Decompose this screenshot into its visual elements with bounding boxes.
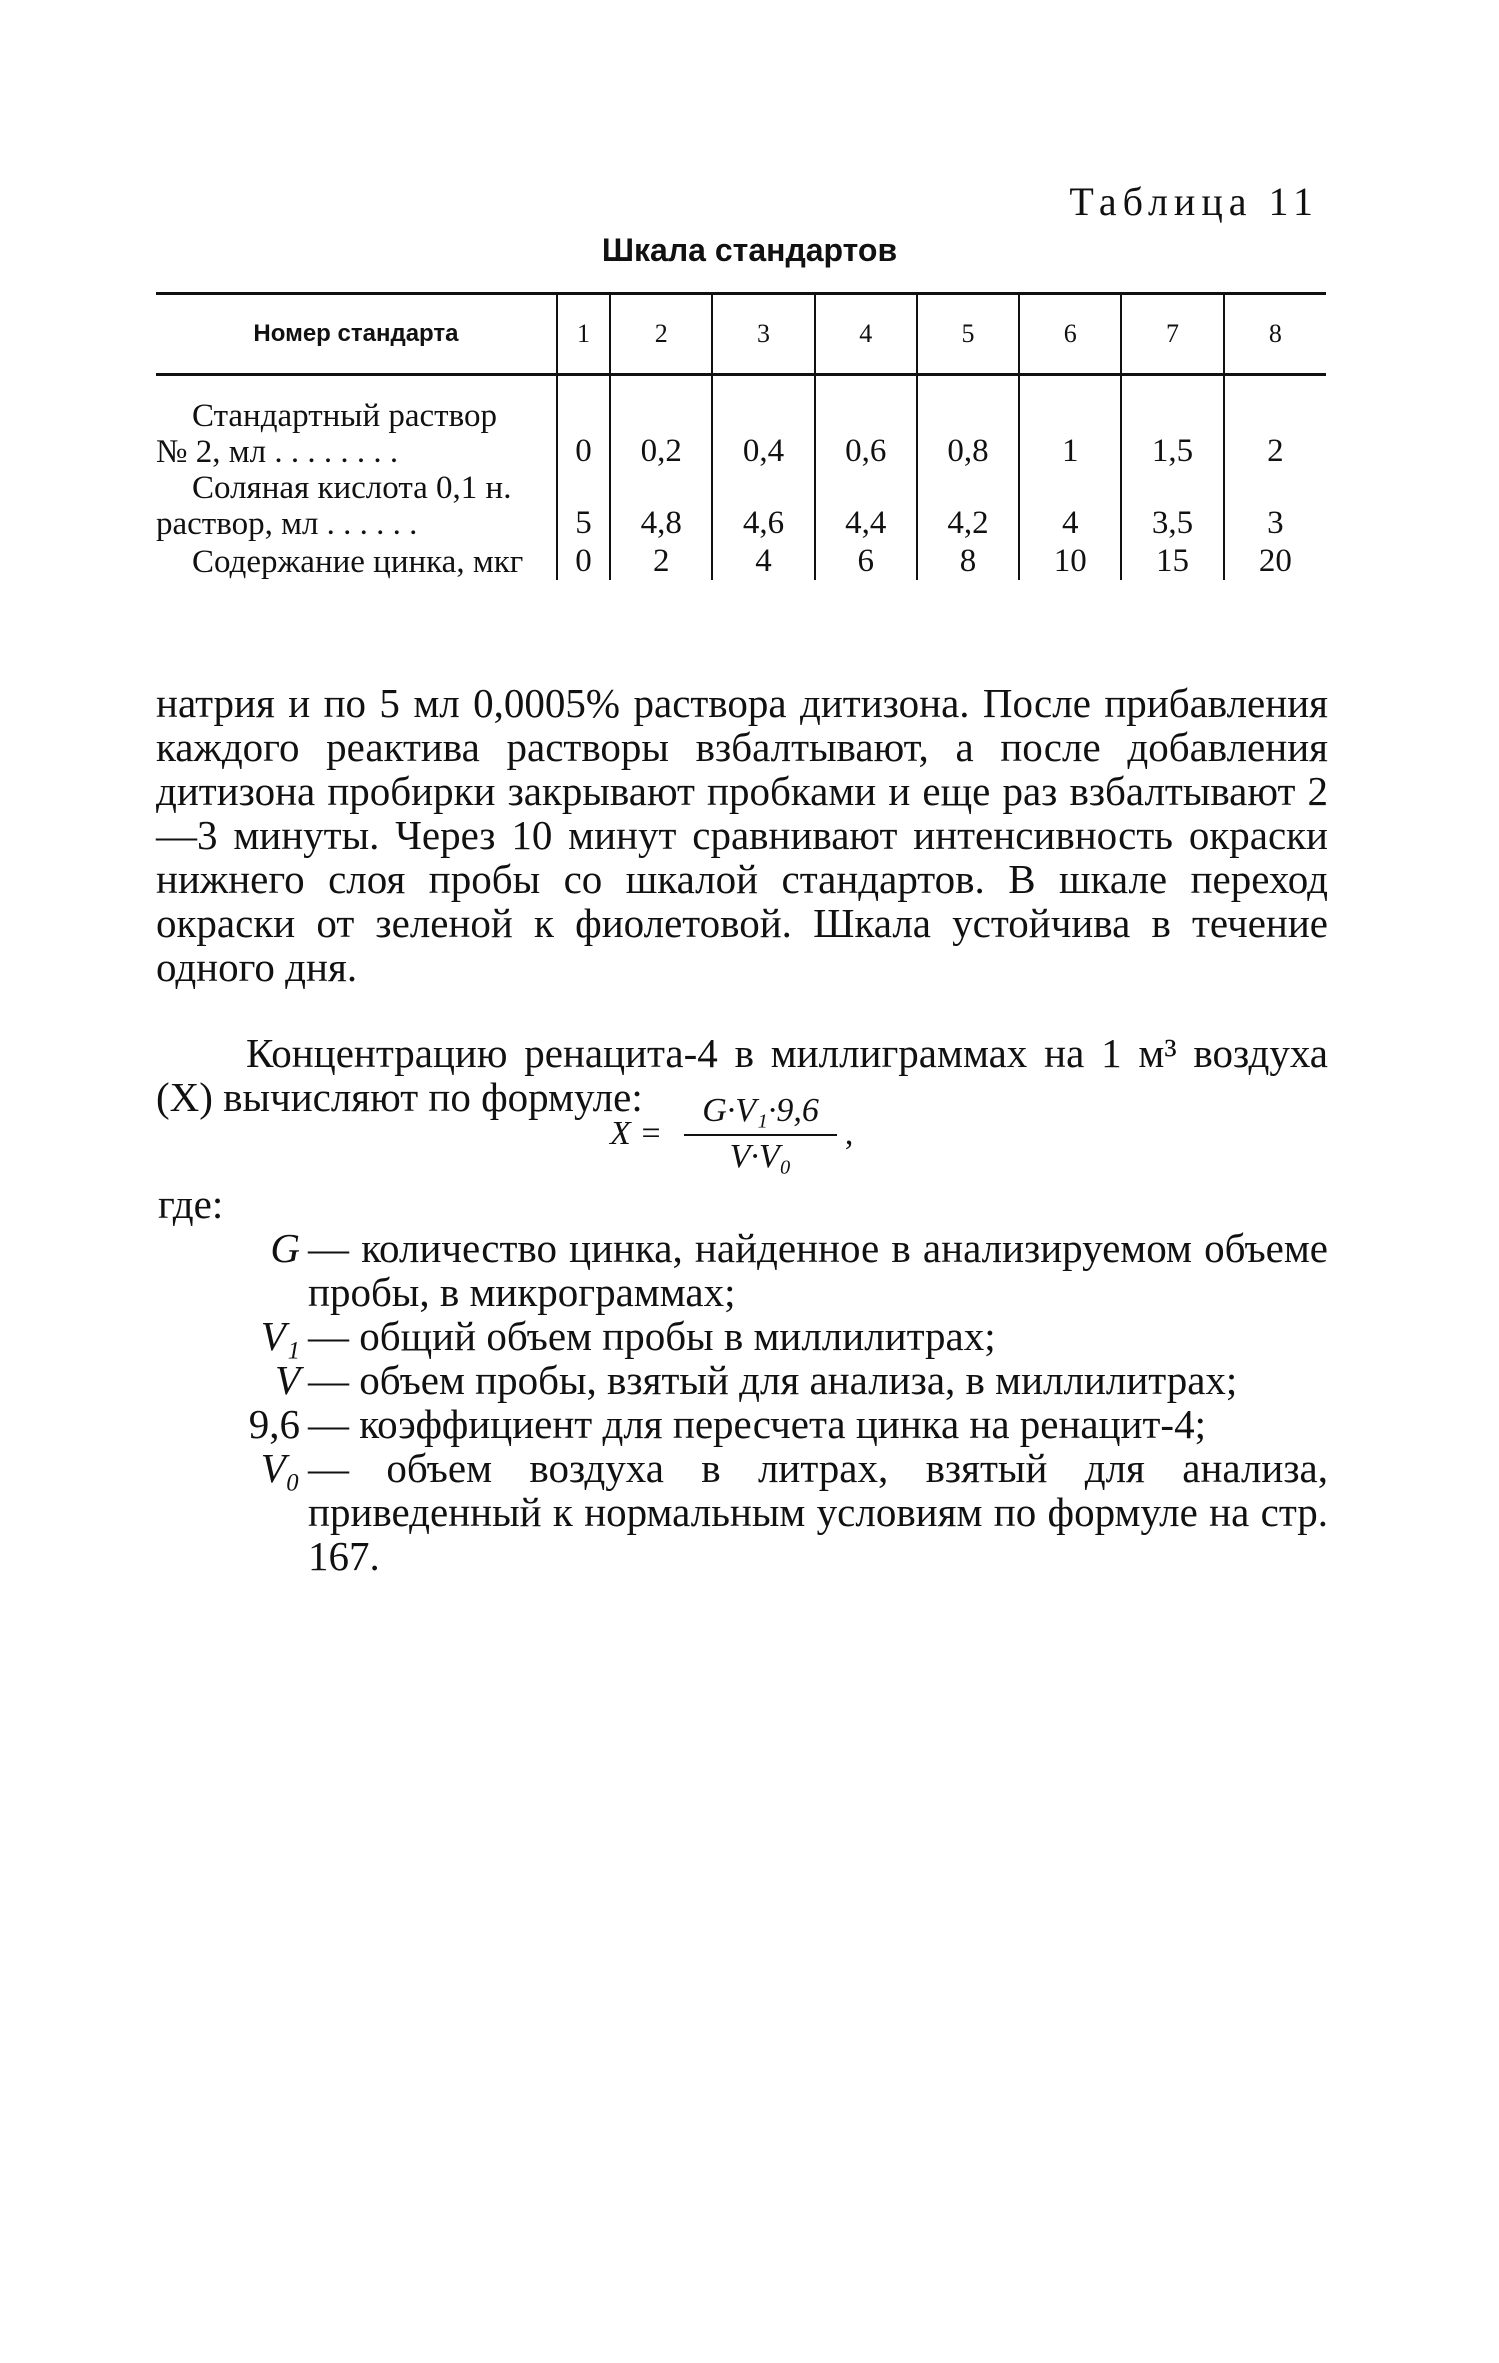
where-label: где: xyxy=(158,1181,224,1227)
row-label-line1: Стандартный раствор xyxy=(192,398,497,434)
table-cell: 0,8 xyxy=(917,398,1019,470)
column-header: 5 xyxy=(917,294,1019,375)
row-label xyxy=(156,542,557,580)
table-cell: 1 xyxy=(1019,398,1121,470)
row-label-line2: раствор, мл . . . . . . xyxy=(156,506,418,542)
table-cell: 3 xyxy=(1224,470,1326,542)
table-cell: 6 xyxy=(815,542,917,580)
table-cell: 5 xyxy=(557,470,610,542)
table-cell: 15 xyxy=(1121,542,1223,580)
definition-item xyxy=(156,1402,1328,1446)
table-cell: 4,6 xyxy=(712,470,814,542)
table-cell: 10 xyxy=(1019,542,1121,580)
definition-item xyxy=(156,1226,1328,1314)
formula-denominator: V·V₀ xyxy=(729,1138,792,1175)
table-cell: 8 xyxy=(917,542,1019,580)
definition-text: — объем пробы, взятый для анализа, в миллилитрах; xyxy=(308,1357,1238,1403)
table-cell: 2 xyxy=(610,542,712,580)
column-header: 4 xyxy=(815,294,917,375)
definition-text: — количество цинка, найденное в анализируемом объеме пробы, в микрограммах; xyxy=(308,1225,1328,1315)
row-label xyxy=(156,470,557,542)
paragraph-1: натрия и по 5 мл 0,0005% раствора дитизона. После прибавления каждого реактива растворы взбалтывают, а после добавления дитизона пробирки закрывают пробками и еще раз взбалтывают 2—3 минуты. Через 10 минут сравнивают интенсивность окраски нижнего слоя пробы со шкалой стандартов. В шкале переход окраски от зеленой к фиолетовой. Шкала устойчива в течение одного дня. xyxy=(156,680,1328,990)
column-header: 6 xyxy=(1019,294,1121,375)
definition-text: — коэффициент для пересчета цинка на ренацит-4; xyxy=(308,1401,1206,1447)
formula-lhs: X = xyxy=(610,1115,663,1152)
definition-symbol: 9,6 xyxy=(248,1401,300,1447)
table-cell: 0 xyxy=(557,542,610,580)
formula-numerator: G·V₁·9,6 xyxy=(684,1092,837,1136)
row-label-line1: Соляная кислота 0,1 н. xyxy=(192,470,512,506)
definition-text: — объем воздуха в литрах, взятый для анализа, приведенный к нормальным условиям по формуле на стр. 167. xyxy=(308,1445,1328,1579)
table-cell: 4 xyxy=(1019,470,1121,542)
table-cell: 4,4 xyxy=(815,470,917,542)
table-cell: 3,5 xyxy=(1121,470,1223,542)
table-cell: 20 xyxy=(1224,542,1326,580)
definition-item xyxy=(156,1446,1328,1578)
table-row xyxy=(156,470,1326,542)
definition-symbol: V₀ xyxy=(260,1445,300,1491)
definitions-list xyxy=(156,1226,1328,1578)
table-cell: 4,8 xyxy=(610,470,712,542)
row-label-line2: № 2, мл . . . . . . . . xyxy=(156,434,399,470)
header-label: Номер стандарта xyxy=(156,294,557,375)
column-header: 2 xyxy=(610,294,712,375)
column-header: 1 xyxy=(557,294,610,375)
formula xyxy=(610,1092,853,1176)
formula-fraction xyxy=(684,1092,837,1176)
table-cell: 4,2 xyxy=(917,470,1019,542)
row-label xyxy=(156,398,557,470)
column-header: 8 xyxy=(1224,294,1326,375)
table-cell: 0,2 xyxy=(610,398,712,470)
definition-text: — общий объем пробы в миллилитрах; xyxy=(308,1313,996,1359)
table-label: Таблица 11 xyxy=(1069,179,1319,224)
definition-item xyxy=(156,1314,1328,1358)
definition-symbol: V₁ xyxy=(260,1313,300,1359)
table-cell: 4 xyxy=(712,542,814,580)
column-header: 3 xyxy=(712,294,814,375)
column-header: 7 xyxy=(1121,294,1223,375)
row-label-line1: Содержание цинка, мкг xyxy=(192,544,524,580)
table-header-row xyxy=(156,294,1326,375)
paragraph-2: Концентрацию ренацита-4 в миллиграммах на 1 м³ воздуха (X) вычисляют по формуле: xyxy=(156,1030,1328,1120)
definition-item xyxy=(156,1358,1328,1402)
table-title: Шкала стандартов xyxy=(601,232,898,268)
formula-trailing: , xyxy=(844,1115,854,1152)
table-cell: 0,4 xyxy=(712,398,814,470)
table-cell: 2 xyxy=(1224,398,1326,470)
table-cell: 0,6 xyxy=(815,398,917,470)
table-row xyxy=(156,542,1326,580)
standards-table xyxy=(156,292,1326,580)
table-row xyxy=(156,398,1326,470)
definition-symbol: V xyxy=(274,1357,300,1403)
table-cell: 1,5 xyxy=(1121,398,1223,470)
definition-symbol: G xyxy=(270,1225,300,1271)
table-cell: 0 xyxy=(557,398,610,470)
